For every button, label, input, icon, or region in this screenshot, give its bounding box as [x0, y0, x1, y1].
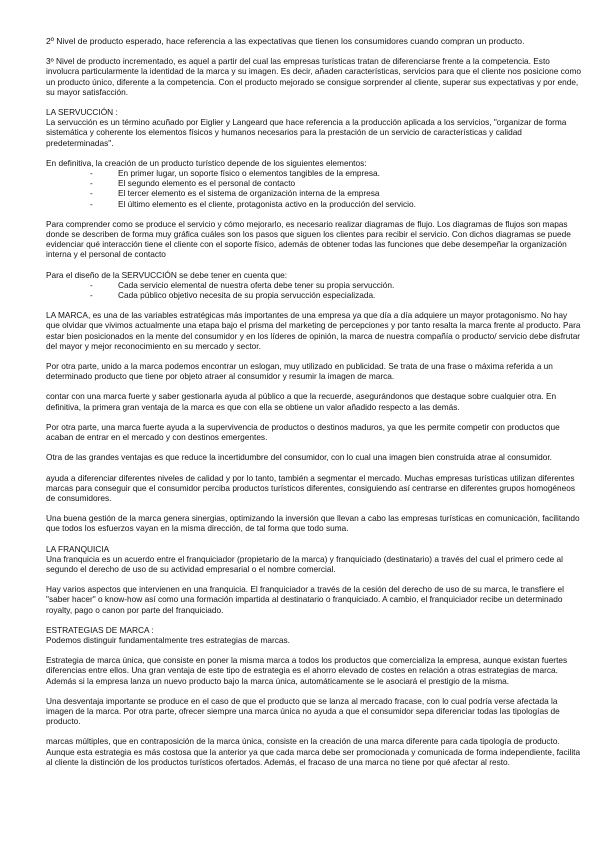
paragraph-marca-unica: Estrategia de marca única, que consiste en poner la misma marca a todos los productos que comercializa la empresa, aunque existan fuertes diferencias entre ellos. Una gran ventaja de este tipo de estrategia es el ahorro elevado de costes en relación a otras estrategias de marca. Además si la empresa lanza un nuevo producto bajo la marca única, automáticamente se le asociará el prestigio de la misma.	[46, 655, 568, 686]
paragraph-nivel-esperado: 2º Nivel de producto esperado, hace referencia a las expectativas que tienen los consumidores cuando compran un producto.	[46, 36, 525, 46]
paragraph-elementos-intro: En definitiva, la creación de un producto turístico depende de los siguientes elementos:	[46, 157, 367, 168]
elements-list	[46, 168, 582, 209]
paragraph-eslogan: Por otra parte, unido a la marca podemos encontrar un eslogan, muy utilizado en publicidad. Se trata de una frase o máxima referida a un determinado producto que tiene por objeto atraer al consumidor y resumir la imagen de marca.	[46, 361, 553, 382]
bullet-dash: -	[90, 198, 93, 209]
paragraph-la-marca: LA MARCA, es una de las variables estratégicas más importantes de una empresa ya que día a día adquiere un mayor protagonismo. No hay que olvidar que vivimos actualmente una etapa bajo el prisma del marketing de percepciones y por tanto resalta la marca frente al producto. Para estar bien posicionados en la mente del consumidor y en los líderes de opinión, la marca de nuestra compañía o producto/ servicio debe disfrutar del mayor y mejor reconocimiento en su mercado y sector.	[46, 310, 581, 351]
bullet-dash: -	[90, 178, 93, 189]
paragraph-desventaja: Una desventaja importante se produce en el caso de que el producto que se lanza al mercado fracase, con lo cual podría verse afectada la imagen de la marca. Por otra parte, ofrecer siempre una marca única no ayuda a que el consumidor sepa diferenciar todas las tipologías de producto.	[46, 695, 560, 727]
list-item-text: Cada público objetivo necesita de su propia servucción especializada.	[118, 290, 376, 301]
document-page	[46, 36, 582, 777]
list-item	[46, 168, 582, 178]
paragraph-nivel-incrementado: 3º Nivel de producto incrementado, es aquel a partir del cual las empresas turísticas tratan de diferenciarse frente a la competencia. Esto involucra particularmente la identidad de la marca y su imagen. Es decir, añaden características, servicios para que el cliente nos posicione como un producto único, diferente a la competencia. Con el producto mejorado se consigue sorprender al cliente, superar sus expectativas y por ende, su mayor satisfacción.	[46, 56, 581, 97]
heading-estrategias: ESTRATEGIAS DE MARCA :	[46, 624, 154, 635]
list-item-text: El tercer elemento es el sistema de organización interna de la empresa	[118, 188, 380, 199]
design-list	[46, 280, 582, 300]
paragraph-calidad: ayuda a diferenciar diferentes niveles de calidad y por lo tanto, también a segmentar el mercado. Muchas empresas turísticas utilizan diferentes marcas para conseguir que el consumidor perciba productos turísticos diferentes, consiguiendo así centrarse en diferentes grupos homogéneos de consumidores.	[46, 472, 575, 503]
bullet-dash: -	[90, 168, 93, 179]
paragraph-marcas-multiples: marcas múltiples, que en contraposición de la marca única, consiste en la creación de una marca diferente para cada tipología de producto. Aunque esta estrategia es más costosa que la anterior ya que cada marca debe ser promocionada y comunicada de forma independiente, facilita al cliente la distinción de los productos turísticos ofertados. Además, el fracaso de una marca no tiene por qué afectar al resto.	[46, 736, 581, 767]
paragraph-franquicia-aspectos: Hay varios aspectos que intervienen en una franquicia. El franquiciador a través de la cesión del derecho de uso de su marca, le transfiere el "saber hacer" o know-how así como una formación impartida al destinatario o franquiciado. A cambio, el franquiciador recibe un determinado royalty, pago o canon por parte del franquiciado.	[46, 584, 564, 615]
list-item	[46, 290, 582, 300]
paragraph-marca-fuerte: contar con una marca fuerte y saber gestionarla ayuda al público a que la recuerde, asegurándonos que destaque sobre cualquier otra. En definitiva, la primera gran ventaja de la marca es que con ella se obtiene un valor añadido respecto a las demás.	[46, 391, 557, 412]
list-item-text: En primer lugar, un soporte físico o elementos tangibles de la empresa.	[118, 168, 380, 179]
paragraph-diseno-servuccion: Para el diseño de la SERVUCCIÓN se debe tener en cuenta que:	[46, 269, 288, 280]
heading-franquicia: LA FRANQUICIA	[46, 543, 110, 554]
paragraph-sinergias: Una buena gestión de la marca genera sinergias, optimizando la inversión que llevan a cabo las empresas turísticas en comunicación, facilitando que todos los esfuerzos vayan en la misma dirección, de tal forma que todo suma.	[46, 513, 580, 534]
list-item	[46, 199, 582, 209]
paragraph-franquicia-definicion: Una franquicia es un acuerdo entre el franquiciador (propietario de la marca) y franquiciado (destinatario) a través del cual el primero cede al segundo el derecho de uso de su actividad empresarial o el nombre comercial.	[46, 553, 563, 574]
paragraph-servuccion-definicion: La servucción es un término acuñado por Eiglier y Langeard que hace referencia a la producción aplicada a los servicios, "organizar de forma sistemática y coherente los elementos físicos y humanos necesarios para la prestación de un servicio de características y calidad predeterminadas".	[46, 117, 567, 148]
heading-servuccion: LA SERVUCCIÓN :	[46, 107, 118, 118]
list-item-text: El último elemento es el cliente, protagonista activo en la producción del servicio.	[118, 198, 416, 209]
bullet-dash: -	[90, 290, 93, 301]
bullet-dash: -	[90, 188, 93, 199]
list-item-text: El segundo elemento es el personal de contacto	[118, 178, 296, 189]
list-item	[46, 178, 582, 188]
list-item-text: Cada servicio elemental de nuestra oferta debe tener su propia servucción.	[118, 279, 395, 290]
list-item	[46, 188, 582, 198]
paragraph-estrategias-intro: Podemos distinguir fundamentalmente tres estrategias de marcas.	[46, 634, 290, 645]
paragraph-supervivencia: Por otra parte, una marca fuerte ayuda a la supervivencia de productos o destinos maduros, ya que les permite competir con productos que acaban de entrar en el mercado y con destinos emergentes.	[46, 421, 560, 443]
paragraph-diagramas-flujo: Para comprender como se produce el servicio y cómo mejorarlo, es necesario realizar diagramas de flujo. Los diagramas de flujos son mapas donde se describen de forma muy gráfica cuáles son los pasos que siguen los clientes para recibir el servicio. Con dichos diagramas se puede evidenciar qué interacción tiene el cliente con el soporte físico, además de obtener todas las funciones que debe desempeñar la organización interna y el personal de contacto	[46, 218, 571, 260]
list-item	[46, 280, 582, 290]
bullet-dash: -	[90, 279, 93, 290]
paragraph-incertidumbre: Otra de las grandes ventajas es que reduce la incertidumbre del consumidor, con lo cual una imagen bien construida atrae al consumidor.	[46, 452, 552, 463]
